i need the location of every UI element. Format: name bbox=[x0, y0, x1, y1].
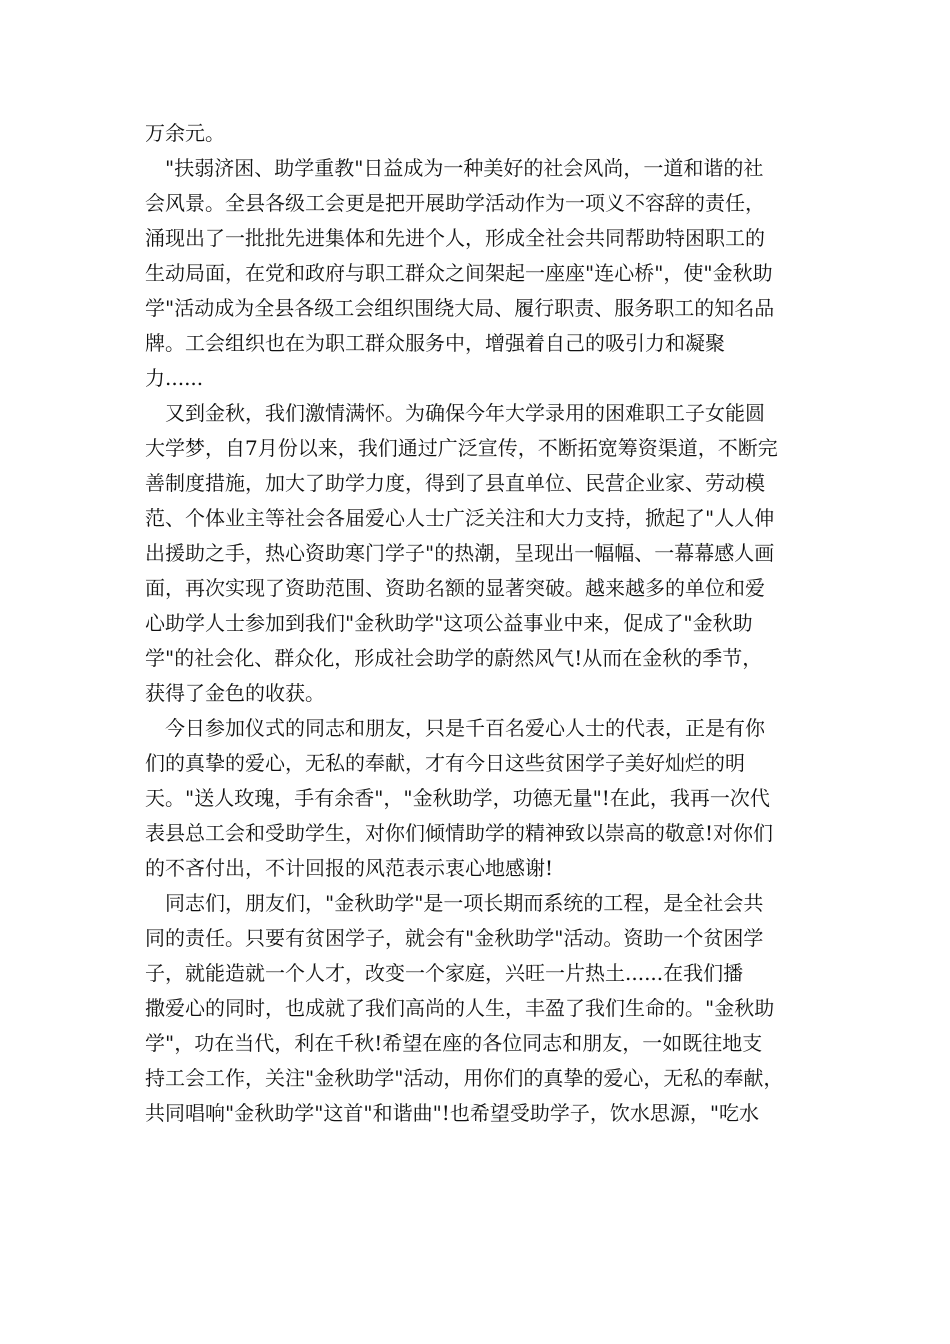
text-line: 万余元。 bbox=[145, 121, 225, 145]
text-line: 范、个体业主等社会各届爱心人士广泛关注和大力支持，掀起了"人人伸 bbox=[145, 506, 775, 530]
text-line: 今日参加仪式的同志和朋友，只是千百名爱心人士的代表，正是有你 bbox=[165, 716, 765, 740]
text-line: 学"，功在当代，利在千秋!希望在座的各位同志和朋友，一如既往地支 bbox=[145, 1031, 763, 1055]
text-line: 子，就能造就一个人才，改变一个家庭，兴旺一片热土......在我们播 bbox=[145, 961, 744, 985]
text-line: 心助学人士参加到我们"金秋助学"这项公益事业中来，促成了"金秋助 bbox=[145, 611, 753, 635]
text-line: 学"的社会化、群众化，形成社会助学的蔚然风气!从而在金秋的季节， bbox=[145, 646, 763, 670]
text-line: 同志们，朋友们，"金秋助学"是一项长期而系统的工程，是全社会共 bbox=[165, 891, 764, 915]
text-line: 生动局面，在党和政府与职工群众之间架起一座座"连心桥"，使"金秋助 bbox=[145, 261, 773, 285]
text-line: 共同唱响"金秋助学"这首"和谐曲"!也希望受助学子，饮水思源，"吃水 bbox=[145, 1101, 760, 1125]
text-line: 学"活动成为全县各级工会组织围绕大局、履行职责、服务职工的知名品 bbox=[145, 296, 775, 320]
text-line: 天。"送人玫瑰，手有余香"，"金秋助学，功德无量"!在此，我再一次代 bbox=[145, 786, 770, 810]
text-line: 获得了金色的收获。 bbox=[145, 681, 325, 705]
text-line: 们的真挚的爱心，无私的奉献，才有今日这些贫困学子美好灿烂的明 bbox=[145, 751, 745, 775]
text-line: 表县总工会和受助学生，对你们倾情助学的精神致以崇高的敬意!对你们 bbox=[145, 821, 774, 845]
text-line: 善制度措施，加大了助学力度，得到了县直单位、民营企业家、劳动模 bbox=[145, 471, 765, 495]
text-line: 牌。工会组织也在为职工群众服务中，增强着自己的吸引力和凝聚 bbox=[145, 331, 725, 355]
document-body bbox=[145, 116, 810, 1131]
text-line: 面，再次实现了资助范围、资助名额的显著突破。越来越多的单位和爱 bbox=[145, 576, 765, 600]
text-line: 出援助之手，热心资助寒门学子"的热潮，呈现出一幅幅、一幕幕感人画 bbox=[145, 541, 775, 565]
text-line: 会风景。全县各级工会更是把开展助学活动作为一项义不容辞的责任， bbox=[145, 191, 765, 215]
text-line: 大学梦，自7月份以来，我们通过广泛宣传，不断拓宽筹资渠道，不断完 bbox=[145, 436, 778, 460]
text-line: 的不吝付出，不计回报的风范表示衷心地感谢! bbox=[145, 856, 554, 880]
text-line: 持工会工作，关注"金秋助学"活动，用你们的真挚的爱心，无私的奉献， bbox=[145, 1066, 784, 1090]
text-line: 涌现出了一批批先进集体和先进个人，形成全社会共同帮助特困职工的 bbox=[145, 226, 765, 250]
text-line: 力...... bbox=[145, 366, 204, 390]
text-line: 撒爱心的同时，也成就了我们高尚的人生，丰盈了我们生命的。"金秋助 bbox=[145, 996, 775, 1020]
text-line: "扶弱济困、助学重教"日益成为一种美好的社会风尚，一道和谐的社 bbox=[165, 156, 764, 180]
text-line: 同的责任。只要有贫困学子，就会有"金秋助学"活动。资助一个贫困学 bbox=[145, 926, 764, 950]
text-line: 又到金秋，我们激情满怀。为确保今年大学录用的困难职工子女能圆 bbox=[165, 401, 765, 425]
